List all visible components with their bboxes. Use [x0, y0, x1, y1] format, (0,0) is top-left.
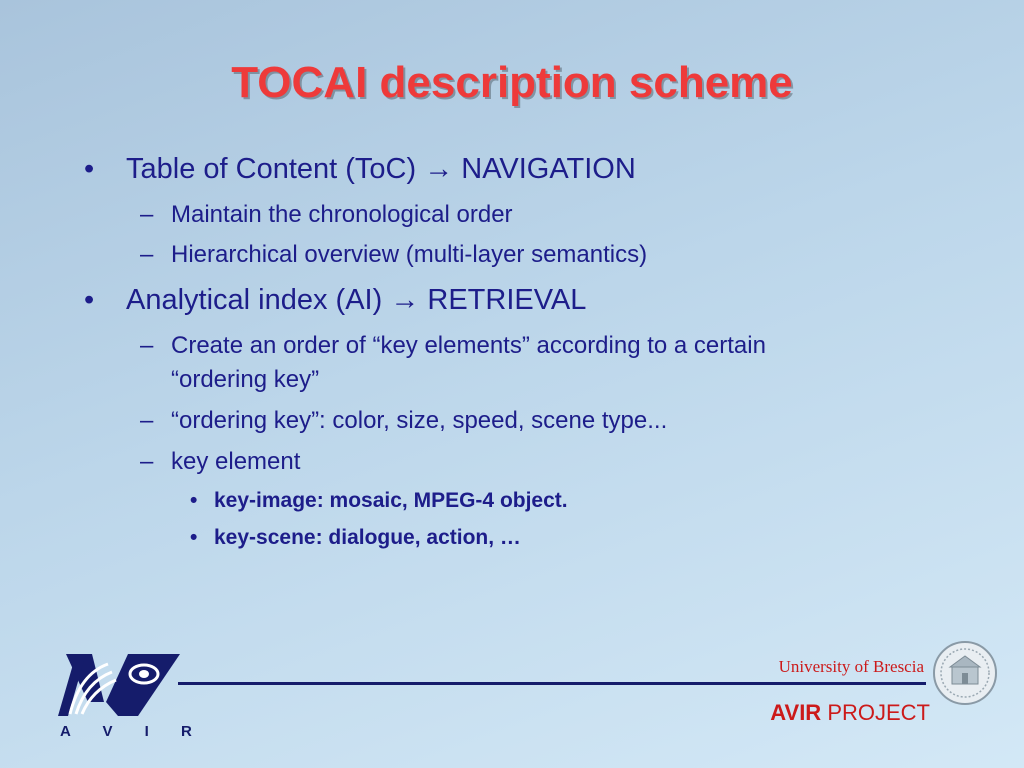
bullet-text: Table of Content (ToC) → NAVIGATION [126, 153, 636, 185]
project-name-rest: PROJECT [821, 700, 930, 725]
subsubitem-text: key-scene: dialogue, action, … [214, 526, 521, 549]
subitem-text: “ordering key” [171, 366, 320, 393]
dash-marker: – [140, 332, 154, 359]
project-name-bold: AVIR [770, 700, 822, 725]
university-name: University of Brescia [778, 657, 924, 676]
subitem-text: Create an order of “key elements” according to a certain [171, 332, 766, 359]
dash-marker: – [140, 448, 154, 475]
subitem-text: Maintain the chronological order [171, 201, 513, 228]
footer-divider [178, 682, 926, 685]
subitem-text: “ordering key”: color, size, speed, scene type... [171, 407, 668, 434]
dash-marker: – [140, 241, 154, 268]
subitem-text: Hierarchical overview (multi-layer semantics) [171, 241, 648, 268]
avir-logo [58, 654, 206, 740]
bullet-dot: • [190, 489, 198, 512]
project-label [770, 700, 930, 726]
bullet-dot: • [190, 526, 198, 549]
subsubitem-text: key-image: mosaic, MPEG-4 object. [214, 489, 568, 512]
logo-lettering: A V I R [60, 723, 206, 740]
university-seal-icon [932, 640, 998, 706]
bullet-text: Analytical index (AI) → RETRIEVAL [126, 284, 587, 316]
bullet-dot: • [84, 284, 95, 316]
bullet-dot: • [84, 153, 95, 185]
subitem-text: key element [171, 448, 301, 475]
dash-marker: – [140, 201, 154, 228]
dash-marker: – [140, 407, 154, 434]
slide-title: TOCAI description scheme [231, 58, 793, 107]
